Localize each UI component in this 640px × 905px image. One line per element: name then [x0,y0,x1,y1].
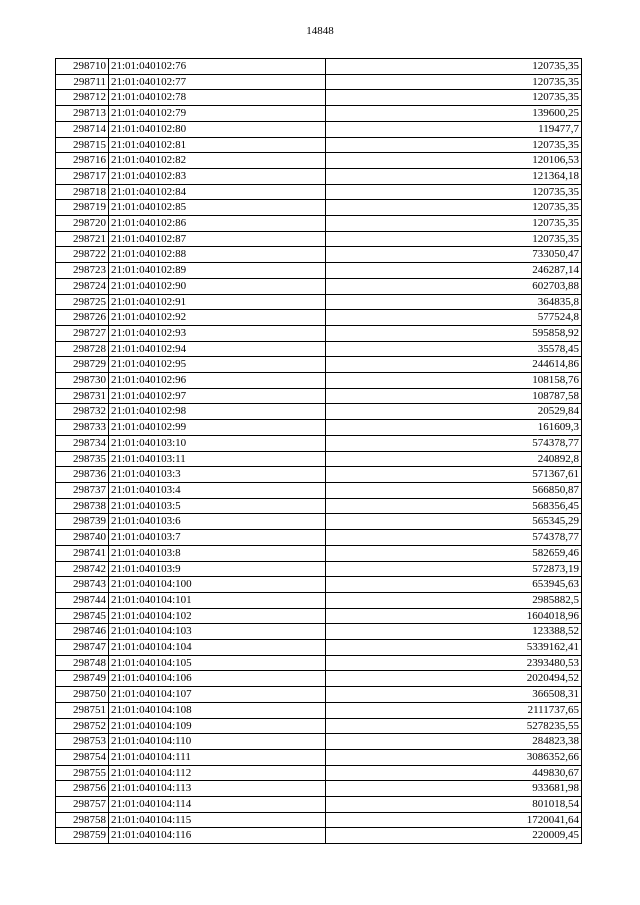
row-number-cell: 298742 [56,561,109,577]
row-number-cell: 298744 [56,592,109,608]
table-row [56,90,582,106]
row-number-cell: 298743 [56,577,109,593]
table-row [56,200,582,216]
cadastral-value-cell: 364835,8 [326,294,582,310]
cadastral-number-cell: 21:01:040102:94 [109,341,326,357]
table-row [56,263,582,279]
row-number-cell: 298747 [56,640,109,656]
table-row [56,718,582,734]
cadastral-value-cell: 571367,61 [326,467,582,483]
row-number-cell: 298752 [56,718,109,734]
cadastral-value-cell: 801018,54 [326,797,582,813]
cadastral-value-cell: 595858,92 [326,325,582,341]
table-row [56,561,582,577]
cadastral-value-cell: 35578,45 [326,341,582,357]
cadastral-number-cell: 21:01:040104:112 [109,765,326,781]
row-number-cell: 298727 [56,325,109,341]
row-number-cell: 298753 [56,734,109,750]
table-row [56,106,582,122]
row-number-cell: 298746 [56,624,109,640]
cadastral-number-cell: 21:01:040102:86 [109,216,326,232]
row-number-cell: 298712 [56,90,109,106]
table-row [56,121,582,137]
cadastral-number-cell: 21:01:040104:110 [109,734,326,750]
cadastral-value-cell: 120735,35 [326,200,582,216]
cadastral-number-cell: 21:01:040104:114 [109,797,326,813]
table-row [56,687,582,703]
cadastral-value-cell: 244614,86 [326,357,582,373]
row-number-cell: 298732 [56,404,109,420]
table-row [56,498,582,514]
table-row [56,404,582,420]
table-row [56,294,582,310]
cadastral-value-cell: 20529,84 [326,404,582,420]
cadastral-number-cell: 21:01:040102:93 [109,325,326,341]
table-row [56,467,582,483]
cadastral-value-cell: 108158,76 [326,373,582,389]
row-number-cell: 298726 [56,310,109,326]
row-number-cell: 298755 [56,765,109,781]
cadastral-number-cell: 21:01:040104:113 [109,781,326,797]
table-row [56,451,582,467]
cadastral-number-cell: 21:01:040102:82 [109,153,326,169]
cadastral-number-cell: 21:01:040102:89 [109,263,326,279]
cadastral-value-cell: 3086352,66 [326,749,582,765]
cadastral-value-cell: 2111737,65 [326,702,582,718]
cadastral-value-cell: 240892,8 [326,451,582,467]
registry-table-body [56,59,582,844]
cadastral-value-cell: 120735,35 [326,137,582,153]
cadastral-value-cell: 108787,58 [326,388,582,404]
cadastral-value-cell: 220009,45 [326,828,582,844]
cadastral-value-cell: 574378,77 [326,435,582,451]
cadastral-value-cell: 120735,35 [326,231,582,247]
row-number-cell: 298735 [56,451,109,467]
cadastral-value-cell: 577524,8 [326,310,582,326]
table-row [56,168,582,184]
cadastral-value-cell: 5278235,55 [326,718,582,734]
cadastral-number-cell: 21:01:040104:107 [109,687,326,703]
cadastral-number-cell: 21:01:040103:5 [109,498,326,514]
cadastral-value-cell: 568356,45 [326,498,582,514]
cadastral-value-cell: 1604018,96 [326,608,582,624]
cadastral-value-cell: 582659,46 [326,545,582,561]
cadastral-number-cell: 21:01:040102:77 [109,74,326,90]
table-row [56,545,582,561]
cadastral-number-cell: 21:01:040102:76 [109,59,326,75]
cadastral-number-cell: 21:01:040102:99 [109,420,326,436]
row-number-cell: 298741 [56,545,109,561]
row-number-cell: 298721 [56,231,109,247]
cadastral-value-cell: 284823,38 [326,734,582,750]
cadastral-value-cell: 120735,35 [326,184,582,200]
row-number-cell: 298713 [56,106,109,122]
cadastral-number-cell: 21:01:040104:108 [109,702,326,718]
row-number-cell: 298745 [56,608,109,624]
table-row [56,671,582,687]
row-number-cell: 298757 [56,797,109,813]
cadastral-value-cell: 120735,35 [326,74,582,90]
cadastral-value-cell: 2393480,53 [326,655,582,671]
row-number-cell: 298711 [56,74,109,90]
table-row [56,828,582,844]
row-number-cell: 298738 [56,498,109,514]
table-row [56,325,582,341]
cadastral-number-cell: 21:01:040103:4 [109,482,326,498]
cadastral-number-cell: 21:01:040102:96 [109,373,326,389]
row-number-cell: 298756 [56,781,109,797]
cadastral-value-cell: 653945,63 [326,577,582,593]
row-number-cell: 298723 [56,263,109,279]
row-number-cell: 298748 [56,655,109,671]
cadastral-number-cell: 21:01:040102:85 [109,200,326,216]
table-row [56,749,582,765]
cadastral-number-cell: 21:01:040102:79 [109,106,326,122]
row-number-cell: 298715 [56,137,109,153]
cadastral-number-cell: 21:01:040102:87 [109,231,326,247]
cadastral-value-cell: 119477,7 [326,121,582,137]
table-row [56,781,582,797]
table-row [56,420,582,436]
cadastral-number-cell: 21:01:040103:11 [109,451,326,467]
cadastral-number-cell: 21:01:040104:103 [109,624,326,640]
cadastral-value-cell: 120735,35 [326,90,582,106]
cadastral-number-cell: 21:01:040104:105 [109,655,326,671]
row-number-cell: 298759 [56,828,109,844]
table-row [56,734,582,750]
row-number-cell: 298716 [56,153,109,169]
table-row [56,640,582,656]
cadastral-number-cell: 21:01:040104:111 [109,749,326,765]
table-row [56,153,582,169]
cadastral-number-cell: 21:01:040102:98 [109,404,326,420]
cadastral-value-cell: 120735,35 [326,216,582,232]
cadastral-number-cell: 21:01:040102:90 [109,278,326,294]
cadastral-number-cell: 21:01:040102:91 [109,294,326,310]
cadastral-value-cell: 5339162,41 [326,640,582,656]
cadastral-number-cell: 21:01:040102:83 [109,168,326,184]
table-row [56,702,582,718]
row-number-cell: 298730 [56,373,109,389]
cadastral-value-cell: 2985882,5 [326,592,582,608]
cadastral-number-cell: 21:01:040102:95 [109,357,326,373]
cadastral-value-cell: 366508,31 [326,687,582,703]
row-number-cell: 298733 [56,420,109,436]
cadastral-value-cell: 449830,67 [326,765,582,781]
row-number-cell: 298714 [56,121,109,137]
row-number-cell: 298725 [56,294,109,310]
cadastral-value-cell: 602703,88 [326,278,582,294]
table-row [56,812,582,828]
page-number: 14848 [306,25,334,37]
cadastral-number-cell: 21:01:040104:115 [109,812,326,828]
row-number-cell: 298728 [56,341,109,357]
table-row [56,388,582,404]
cadastral-number-cell: 21:01:040103:3 [109,467,326,483]
table-row [56,592,582,608]
cadastral-value-cell: 123388,52 [326,624,582,640]
table-row [56,765,582,781]
row-number-cell: 298722 [56,247,109,263]
cadastral-number-cell: 21:01:040104:116 [109,828,326,844]
cadastral-value-cell: 120735,35 [326,59,582,75]
cadastral-value-cell: 933681,98 [326,781,582,797]
table-row [56,624,582,640]
cadastral-number-cell: 21:01:040103:8 [109,545,326,561]
row-number-cell: 298724 [56,278,109,294]
cadastral-value-cell: 733050,47 [326,247,582,263]
cadastral-value-cell: 139600,25 [326,106,582,122]
cadastral-number-cell: 21:01:040104:106 [109,671,326,687]
cadastral-number-cell: 21:01:040104:109 [109,718,326,734]
cadastral-number-cell: 21:01:040103:6 [109,514,326,530]
cadastral-number-cell: 21:01:040103:9 [109,561,326,577]
table-row [56,74,582,90]
registry-table [55,58,582,844]
cadastral-value-cell: 565345,29 [326,514,582,530]
cadastral-number-cell: 21:01:040104:102 [109,608,326,624]
table-row [56,247,582,263]
table-row [56,341,582,357]
row-number-cell: 298758 [56,812,109,828]
row-number-cell: 298729 [56,357,109,373]
row-number-cell: 298731 [56,388,109,404]
table-row [56,357,582,373]
row-number-cell: 298737 [56,482,109,498]
row-number-cell: 298750 [56,687,109,703]
cadastral-value-cell: 246287,14 [326,263,582,279]
table-row [56,59,582,75]
cadastral-number-cell: 21:01:040102:97 [109,388,326,404]
table-row [56,655,582,671]
table-row [56,216,582,232]
row-number-cell: 298736 [56,467,109,483]
cadastral-number-cell: 21:01:040103:10 [109,435,326,451]
row-number-cell: 298754 [56,749,109,765]
cadastral-number-cell: 21:01:040104:101 [109,592,326,608]
row-number-cell: 298740 [56,530,109,546]
row-number-cell: 298734 [56,435,109,451]
row-number-cell: 298717 [56,168,109,184]
cadastral-number-cell: 21:01:040103:7 [109,530,326,546]
table-row [56,373,582,389]
cadastral-value-cell: 566850,87 [326,482,582,498]
row-number-cell: 298710 [56,59,109,75]
table-row [56,310,582,326]
cadastral-number-cell: 21:01:040102:80 [109,121,326,137]
cadastral-number-cell: 21:01:040104:100 [109,577,326,593]
table-row [56,797,582,813]
table-row [56,482,582,498]
cadastral-value-cell: 161609,3 [326,420,582,436]
row-number-cell: 298749 [56,671,109,687]
row-number-cell: 298720 [56,216,109,232]
cadastral-value-cell: 120106,53 [326,153,582,169]
table-row [56,514,582,530]
table-row [56,530,582,546]
cadastral-number-cell: 21:01:040102:92 [109,310,326,326]
row-number-cell: 298718 [56,184,109,200]
cadastral-value-cell: 2020494,52 [326,671,582,687]
row-number-cell: 298739 [56,514,109,530]
row-number-cell: 298751 [56,702,109,718]
table-row [56,231,582,247]
table-row [56,577,582,593]
table-row [56,608,582,624]
cadastral-value-cell: 121364,18 [326,168,582,184]
row-number-cell: 298719 [56,200,109,216]
cadastral-value-cell: 572873,19 [326,561,582,577]
cadastral-number-cell: 21:01:040102:78 [109,90,326,106]
cadastral-number-cell: 21:01:040102:84 [109,184,326,200]
table-row [56,184,582,200]
cadastral-value-cell: 1720041,64 [326,812,582,828]
table-row [56,278,582,294]
cadastral-value-cell: 574378,77 [326,530,582,546]
table-row [56,137,582,153]
cadastral-number-cell: 21:01:040102:88 [109,247,326,263]
cadastral-number-cell: 21:01:040104:104 [109,640,326,656]
table-row [56,435,582,451]
cadastral-number-cell: 21:01:040102:81 [109,137,326,153]
